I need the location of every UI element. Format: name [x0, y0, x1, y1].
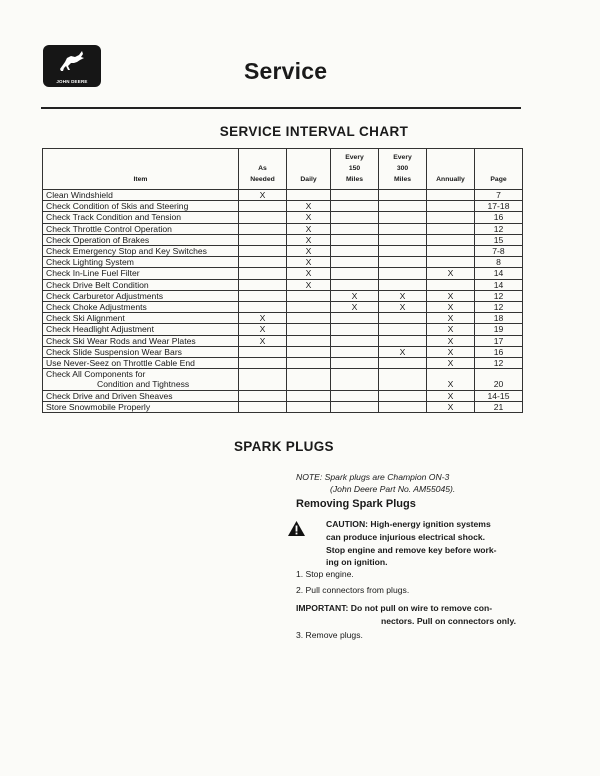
interval-mark-cell: [331, 234, 379, 245]
caution-line: Stop engine and remove key before work-: [326, 544, 497, 555]
item-cell: Clean Windshield: [43, 190, 239, 201]
step-2: 2. Pull connectors from plugs.: [296, 585, 410, 595]
page-cell: 14: [475, 279, 523, 290]
interval-mark-cell: X: [427, 290, 475, 301]
interval-mark-cell: [331, 369, 379, 380]
page-cell: 17: [475, 335, 523, 346]
interval-mark-cell: X: [239, 190, 287, 201]
page-title: Service: [244, 58, 328, 84]
interval-mark-cell: X: [239, 324, 287, 335]
item-cell: Check Drive Belt Condition: [43, 279, 239, 290]
column-header-line: 150: [348, 165, 361, 172]
interval-mark-cell: [239, 401, 287, 412]
interval-mark-cell: [287, 290, 331, 301]
interval-mark-cell: [379, 190, 427, 201]
interval-mark-cell: [239, 257, 287, 268]
column-header-line: As: [258, 165, 267, 172]
interval-mark-cell: X: [379, 346, 427, 357]
deer-icon: [57, 49, 87, 75]
interval-mark-cell: [239, 268, 287, 279]
table-row: [43, 324, 523, 335]
column-header: [379, 149, 427, 190]
interval-mark-cell: [331, 268, 379, 279]
column-header-line: Miles: [394, 176, 411, 183]
interval-mark-cell: [427, 190, 475, 201]
interval-mark-cell: [379, 212, 427, 223]
table-row: [43, 201, 523, 212]
item-cell: Check Condition of Skis and Steering: [43, 201, 239, 212]
caution-text: [326, 518, 526, 569]
interval-mark-cell: [331, 279, 379, 290]
warning-icon: [287, 520, 306, 537]
column-header-line: Daily: [300, 176, 317, 183]
interval-mark-cell: [239, 246, 287, 257]
column-header-line: Item: [133, 176, 148, 183]
column-header: [287, 149, 331, 190]
interval-mark-cell: [287, 346, 331, 357]
interval-mark-cell: [427, 201, 475, 212]
interval-mark-cell: X: [287, 212, 331, 223]
item-cell: Check Lighting System: [43, 257, 239, 268]
interval-mark-cell: [379, 201, 427, 212]
john-deere-logo: [43, 45, 101, 87]
interval-mark-cell: [379, 390, 427, 401]
item-cell: Store Snowmobile Properly: [43, 401, 239, 412]
page-cell: 14-15: [475, 390, 523, 401]
interval-mark-cell: [331, 257, 379, 268]
interval-mark-cell: [379, 324, 427, 335]
interval-mark-cell: [331, 324, 379, 335]
interval-mark-cell: [331, 390, 379, 401]
table-row: [43, 246, 523, 257]
page-cell: 14: [475, 268, 523, 279]
page-cell: [475, 369, 523, 380]
item-cell: Check Drive and Driven Sheaves: [43, 390, 239, 401]
interval-mark-cell: [239, 346, 287, 357]
interval-mark-cell: X: [331, 302, 379, 313]
interval-mark-cell: [331, 401, 379, 412]
spark-plug-note: [296, 472, 455, 495]
table-row: [43, 257, 523, 268]
item-cell: Check All Components for: [43, 369, 239, 380]
interval-mark-cell: [379, 223, 427, 234]
interval-mark-cell: X: [287, 279, 331, 290]
interval-mark-cell: [287, 390, 331, 401]
header-rule: [41, 107, 521, 109]
page-cell: 12: [475, 302, 523, 313]
interval-mark-cell: [331, 358, 379, 369]
table-row: [43, 234, 523, 245]
column-header-line: Every: [393, 154, 412, 161]
page-cell: 15: [475, 234, 523, 245]
interval-mark-cell: [331, 246, 379, 257]
page-cell: 12: [475, 290, 523, 301]
column-header: [427, 149, 475, 190]
item-cell: Check Slide Suspension Wear Bars: [43, 346, 239, 357]
interval-mark-cell: X: [427, 335, 475, 346]
interval-mark-cell: [379, 401, 427, 412]
interval-mark-cell: [239, 302, 287, 313]
interval-mark-cell: X: [427, 379, 475, 390]
interval-mark-cell: X: [287, 268, 331, 279]
table-row: [43, 390, 523, 401]
caution-line: ing on ignition.: [326, 557, 388, 568]
table-row: [43, 346, 523, 357]
logo-text: JOHN DEERE: [56, 79, 88, 84]
column-header: [239, 149, 287, 190]
note-line-2: (John Deere Part No. AM55045).: [330, 483, 456, 494]
interval-mark-cell: [331, 201, 379, 212]
interval-mark-cell: X: [287, 234, 331, 245]
interval-mark-cell: X: [427, 313, 475, 324]
item-cell: Check Operation of Brakes: [43, 234, 239, 245]
interval-mark-cell: [379, 335, 427, 346]
interval-mark-cell: X: [427, 324, 475, 335]
interval-mark-cell: [287, 401, 331, 412]
step-3: 3. Remove plugs.: [296, 630, 363, 640]
item-cell: Check Throttle Control Operation: [43, 223, 239, 234]
page-cell: 12: [475, 358, 523, 369]
important-line-2: nectors. Pull on connectors only.: [381, 615, 516, 626]
item-cell: Check Headlight Adjustment: [43, 324, 239, 335]
table-row: [43, 379, 523, 390]
interval-mark-cell: [287, 324, 331, 335]
page-cell: 20: [475, 379, 523, 390]
interval-mark-cell: [331, 313, 379, 324]
chart-title: SERVICE INTERVAL CHART: [219, 124, 409, 139]
table-row: [43, 279, 523, 290]
interval-mark-cell: [427, 234, 475, 245]
interval-mark-cell: [379, 313, 427, 324]
interval-mark-cell: [239, 358, 287, 369]
interval-mark-cell: X: [287, 223, 331, 234]
page-cell: 16: [475, 212, 523, 223]
interval-mark-cell: [331, 212, 379, 223]
table-row: [43, 302, 523, 313]
caution-line: CAUTION: High-energy ignition systems: [326, 519, 491, 529]
interval-mark-cell: [287, 335, 331, 346]
column-header: [331, 149, 379, 190]
interval-mark-cell: [379, 379, 427, 390]
interval-mark-cell: [427, 369, 475, 380]
interval-mark-cell: [239, 212, 287, 223]
interval-mark-cell: X: [427, 401, 475, 412]
interval-mark-cell: [239, 201, 287, 212]
interval-mark-cell: X: [427, 268, 475, 279]
column-header: [43, 149, 239, 190]
spark-plugs-heading: SPARK PLUGS: [234, 439, 334, 454]
interval-mark-cell: [239, 234, 287, 245]
interval-mark-cell: [427, 223, 475, 234]
interval-mark-cell: X: [379, 290, 427, 301]
item-cell: Check In-Line Fuel Filter: [43, 268, 239, 279]
interval-mark-cell: X: [379, 302, 427, 313]
interval-mark-cell: [239, 223, 287, 234]
interval-mark-cell: X: [239, 335, 287, 346]
important-note: [296, 602, 526, 627]
page-cell: 17-18: [475, 201, 523, 212]
interval-mark-cell: [287, 190, 331, 201]
interval-mark-cell: [427, 279, 475, 290]
column-header-line: Every: [345, 154, 364, 161]
interval-mark-cell: [331, 190, 379, 201]
table-row: [43, 335, 523, 346]
item-cell: Check Choke Adjustments: [43, 302, 239, 313]
interval-mark-cell: [379, 257, 427, 268]
table-row: [43, 313, 523, 324]
important-line-1: IMPORTANT: Do not pull on wire to remove con-: [296, 603, 493, 613]
column-header-line: Page: [490, 176, 507, 183]
interval-mark-cell: [379, 234, 427, 245]
interval-mark-cell: X: [427, 346, 475, 357]
table-row: [43, 268, 523, 279]
step-1: 1. Stop engine.: [296, 569, 354, 579]
page-cell: 7-8: [475, 246, 523, 257]
page-cell: 19: [475, 324, 523, 335]
item-cell: Use Never-Seez on Throttle Cable End: [43, 358, 239, 369]
interval-mark-cell: [331, 335, 379, 346]
interval-mark-cell: [331, 346, 379, 357]
removing-spark-plugs-heading: Removing Spark Plugs: [296, 498, 416, 510]
item-cell: Condition and Tightness: [43, 379, 239, 390]
interval-mark-cell: [331, 379, 379, 390]
item-cell: Check Carburetor Adjustments: [43, 290, 239, 301]
interval-mark-cell: X: [239, 313, 287, 324]
caution-line: can produce injurious electrical shock.: [326, 531, 486, 542]
table-row: [43, 358, 523, 369]
table-row: [43, 212, 523, 223]
table-row: [43, 190, 523, 201]
column-header-line: 300: [396, 165, 409, 172]
interval-mark-cell: [427, 212, 475, 223]
interval-mark-cell: [239, 379, 287, 390]
interval-mark-cell: [379, 279, 427, 290]
column-header-line: Needed: [250, 176, 275, 183]
interval-mark-cell: X: [331, 290, 379, 301]
page-cell: 8: [475, 257, 523, 268]
page-cell: 18: [475, 313, 523, 324]
table-row: [43, 223, 523, 234]
interval-mark-cell: X: [427, 358, 475, 369]
interval-mark-cell: [287, 358, 331, 369]
interval-mark-cell: [239, 390, 287, 401]
interval-mark-cell: [287, 369, 331, 380]
page-cell: 16: [475, 346, 523, 357]
service-interval-table: [42, 148, 523, 413]
interval-mark-cell: [239, 369, 287, 380]
interval-mark-cell: [379, 369, 427, 380]
item-cell: Check Emergency Stop and Key Switches: [43, 246, 239, 257]
interval-mark-cell: X: [287, 246, 331, 257]
interval-mark-cell: X: [287, 257, 331, 268]
table-row: [43, 369, 523, 380]
page-cell: 21: [475, 401, 523, 412]
interval-mark-cell: [239, 279, 287, 290]
item-cell: Check Ski Alignment: [43, 313, 239, 324]
interval-mark-cell: [379, 268, 427, 279]
interval-mark-cell: [287, 379, 331, 390]
table-row: [43, 401, 523, 412]
interval-mark-cell: [239, 290, 287, 301]
item-cell: Check Track Condition and Tension: [43, 212, 239, 223]
column-header-line: Miles: [346, 176, 363, 183]
page-cell: 7: [475, 190, 523, 201]
column-header-line: Annually: [436, 176, 465, 183]
interval-mark-cell: [287, 302, 331, 313]
table-row: [43, 290, 523, 301]
interval-mark-cell: [379, 358, 427, 369]
table-header-row: [43, 149, 523, 190]
item-cell: Check Ski Wear Rods and Wear Plates: [43, 335, 239, 346]
interval-mark-cell: [379, 246, 427, 257]
interval-mark-cell: [287, 313, 331, 324]
note-line-1: NOTE: Spark plugs are Champion ON-3: [296, 472, 450, 482]
interval-mark-cell: [427, 246, 475, 257]
page-cell: 12: [475, 223, 523, 234]
interval-mark-cell: [331, 223, 379, 234]
column-header: [475, 149, 523, 190]
interval-mark-cell: [427, 257, 475, 268]
interval-mark-cell: X: [427, 390, 475, 401]
interval-mark-cell: X: [427, 302, 475, 313]
interval-mark-cell: X: [287, 201, 331, 212]
